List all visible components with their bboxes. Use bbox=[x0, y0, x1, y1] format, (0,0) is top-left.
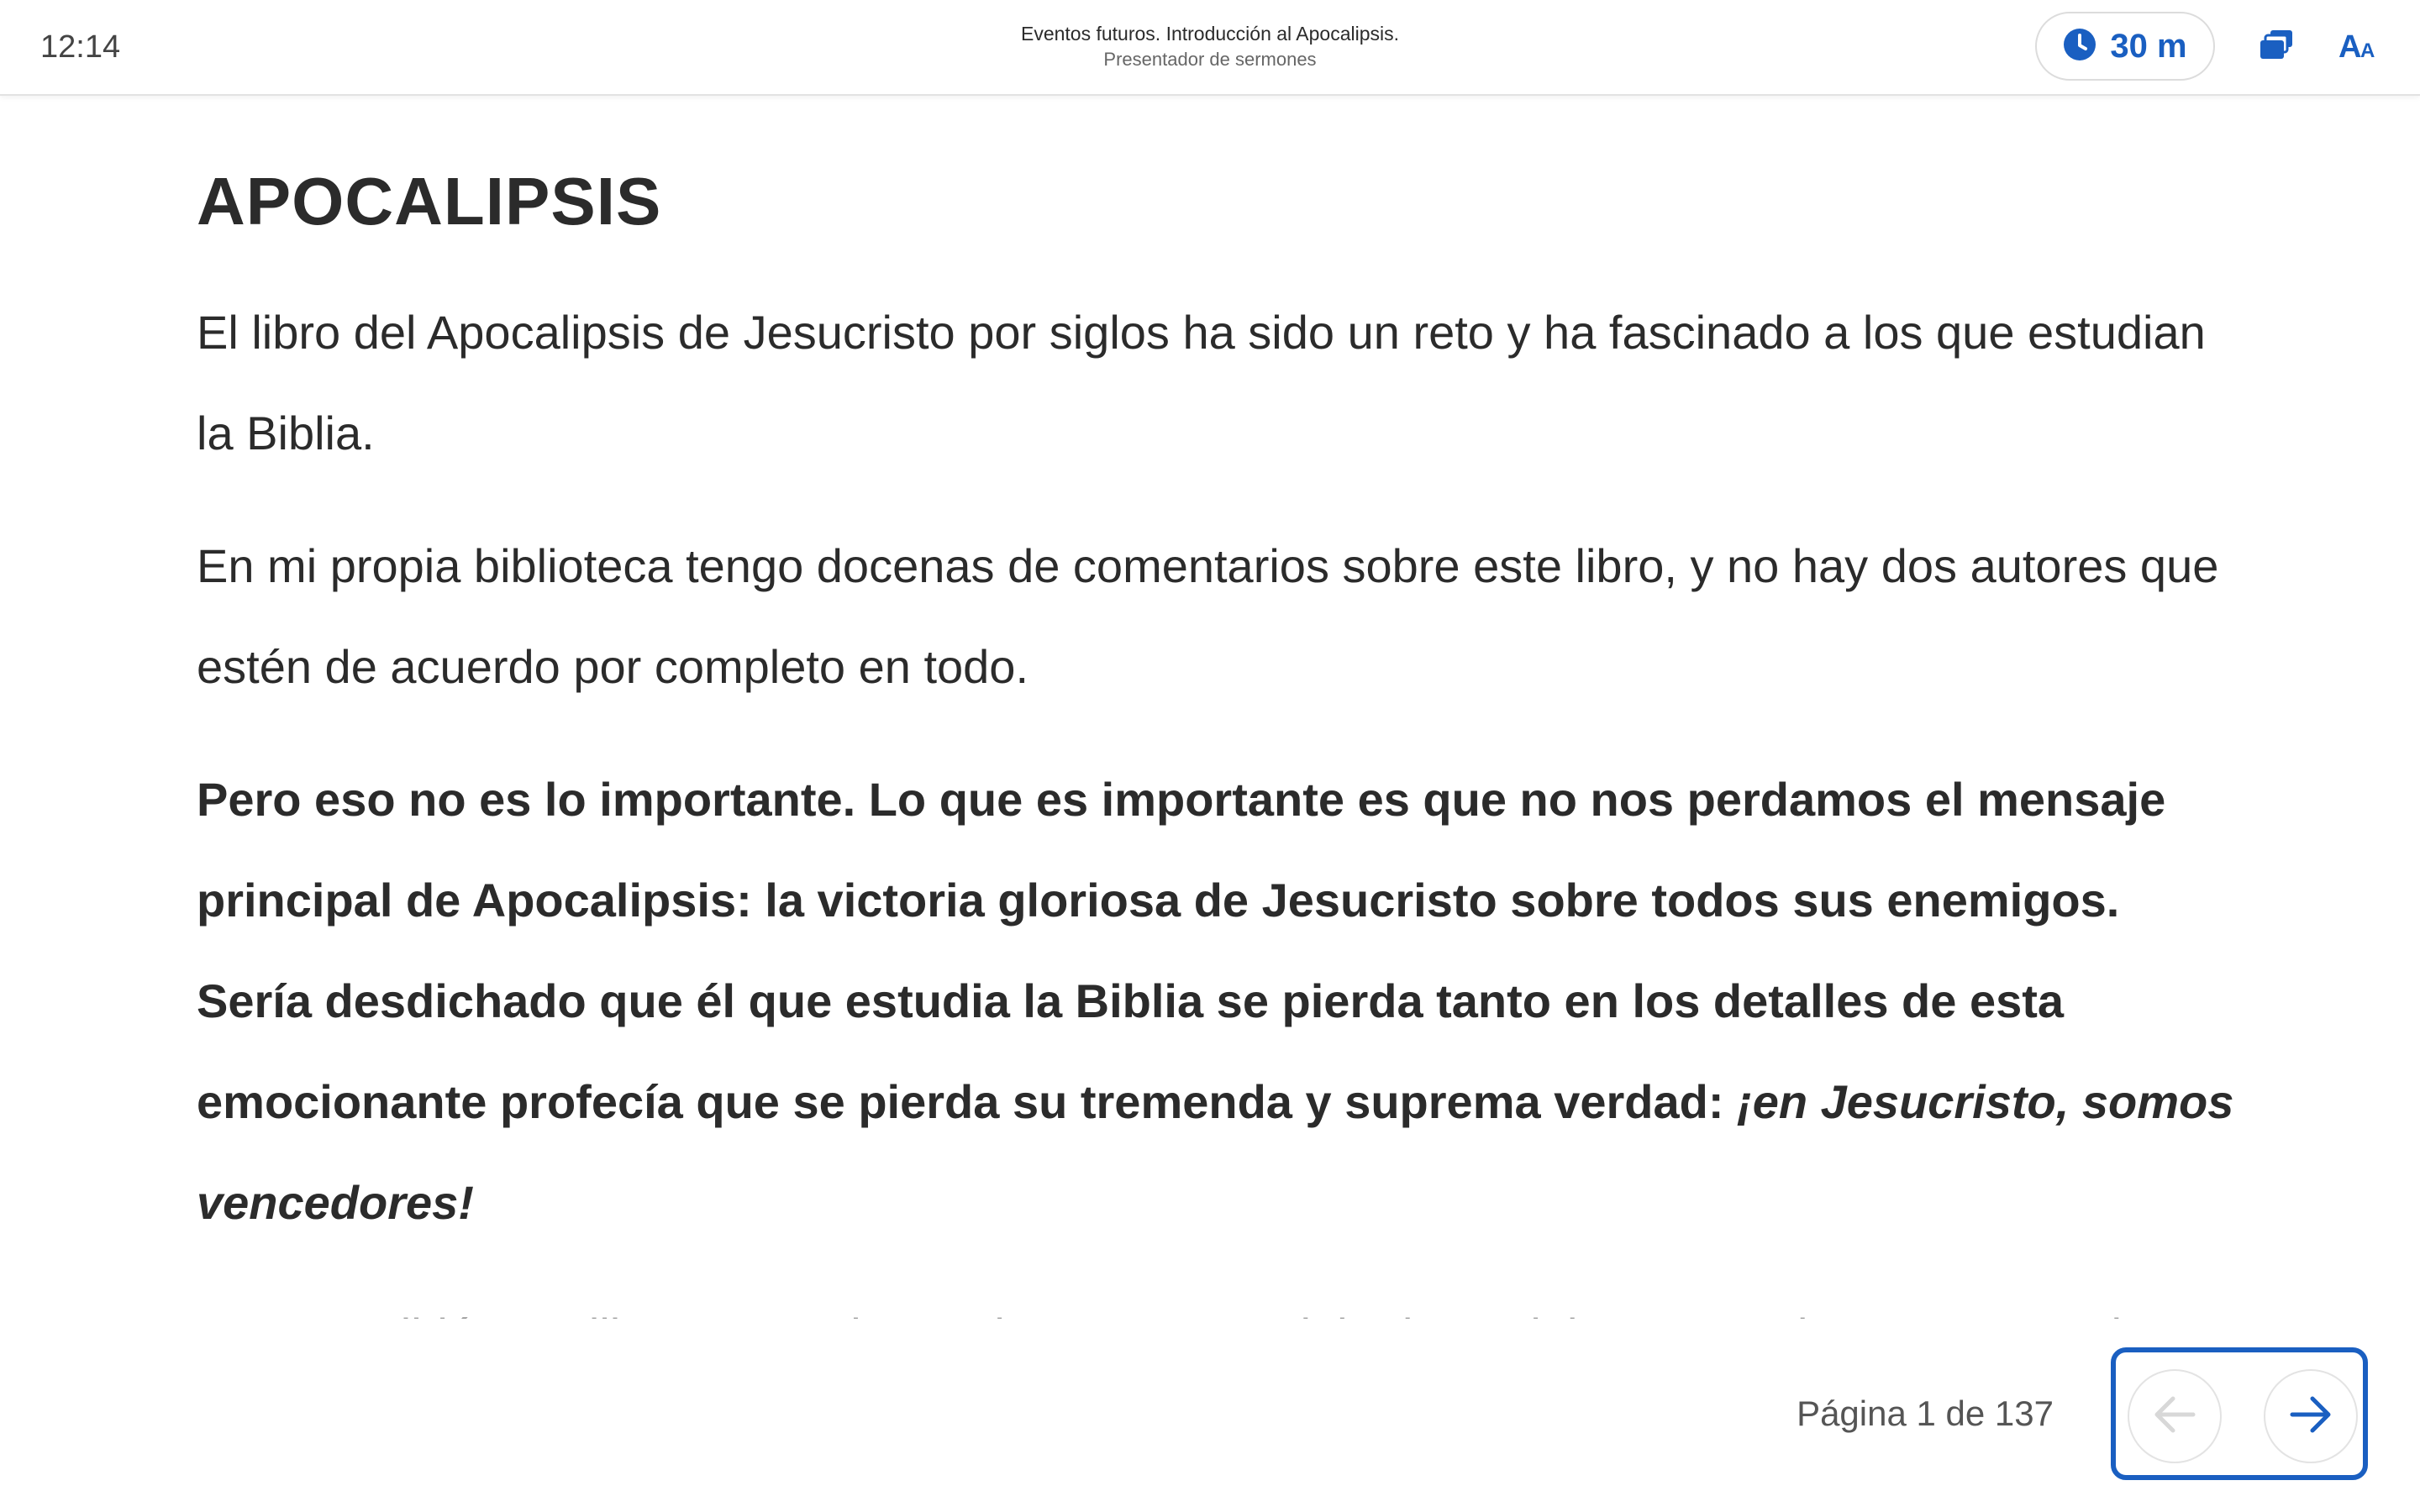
windows-stack-icon bbox=[2259, 29, 2296, 66]
document-title: Eventos futuros. Introducción al Apocalipsis. bbox=[1020, 23, 1400, 45]
timer-button[interactable] bbox=[2035, 12, 2215, 81]
status-time: 12:14 bbox=[40, 29, 121, 65]
arrow-right-icon bbox=[2284, 1388, 2338, 1446]
document-subtitle: Presentador de sermones bbox=[1103, 49, 1317, 70]
font-size-button[interactable] bbox=[2336, 24, 2383, 71]
paragraph-3-bold-text: Pero eso no es lo importante. Lo que es importante es que no nos perdamos el mensaje principal de Apocalipsis: la victoria gloriosa de Jesucristo sobre todos sus enemigos. Sería desdichado que él que estudia la Biblia se pierda tanto en los detalles de esta emocionante profecía que se pierda su tremenda y suprema verdad: bbox=[197, 773, 2166, 1128]
section-heading: APOCALIPSIS bbox=[197, 164, 662, 239]
document-title-block bbox=[874, 20, 1546, 72]
footer-area bbox=[0, 1319, 2420, 1512]
windows-button[interactable] bbox=[2254, 24, 2301, 71]
page-navigation bbox=[2111, 1347, 2368, 1480]
paragraph-1: El libro del Apocalipsis de Jesucristo por siglos ha sido un reto y ha fascinado a los que estudian la Biblia. bbox=[197, 306, 2206, 459]
sermon-content bbox=[197, 151, 2247, 1418]
svg-text:A: A bbox=[2338, 29, 2362, 62]
previous-page-button[interactable] bbox=[2128, 1369, 2222, 1463]
paragraph-2: En mi propia biblioteca tengo docenas de comentarios sobre este libro, y no hay dos autores que estén de acuerdo por completo en todo. bbox=[197, 539, 2219, 693]
clock-icon bbox=[2063, 28, 2096, 66]
next-page-button[interactable] bbox=[2264, 1369, 2358, 1463]
paragraph-3-italic-text: ¡en Jesucristo, somos vencedores! bbox=[197, 1075, 2234, 1229]
page-indicator: Página 1 de 137 bbox=[1797, 1394, 2054, 1433]
paragraph-3 bbox=[197, 749, 2247, 1253]
svg-text:A: A bbox=[2360, 39, 2375, 62]
timer-label: 30 m bbox=[2110, 27, 2187, 65]
arrow-left-icon bbox=[2148, 1388, 2202, 1446]
top-bar bbox=[0, 0, 2420, 96]
font-size-icon bbox=[2338, 29, 2381, 66]
